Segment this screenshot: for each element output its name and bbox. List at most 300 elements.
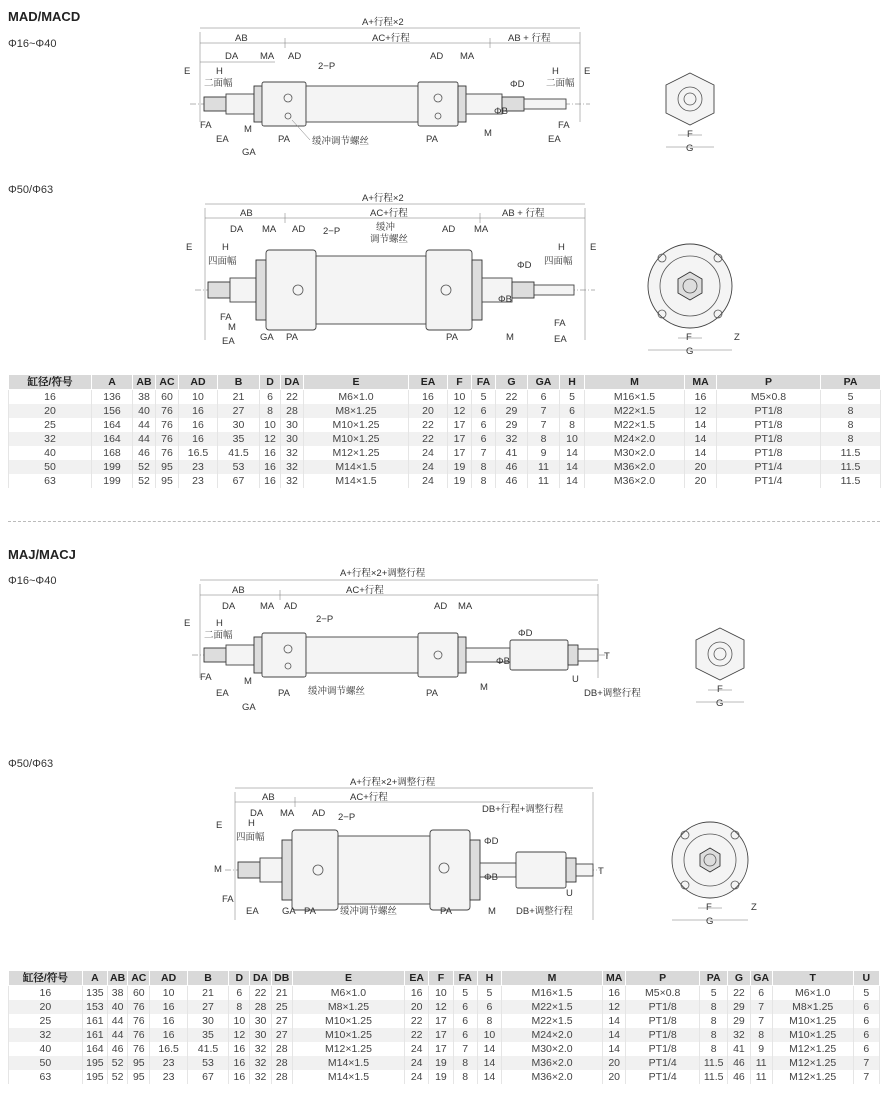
table-cell: M8×1.25 bbox=[772, 1000, 853, 1014]
table-cell: 14 bbox=[603, 1042, 626, 1056]
table-cell: 5 bbox=[853, 986, 879, 1001]
svg-text:A+行程×2: A+行程×2 bbox=[362, 193, 404, 204]
table-cell: 32 bbox=[281, 474, 304, 488]
table-cell: M10×1.25 bbox=[304, 432, 409, 446]
column-header: FA bbox=[472, 375, 496, 390]
svg-text:GA: GA bbox=[260, 332, 274, 343]
table-cell: 30 bbox=[281, 432, 304, 446]
table-cell: M36×2.0 bbox=[585, 474, 685, 488]
table-cell: 20 bbox=[603, 1070, 626, 1084]
table-cell: 8 bbox=[700, 1014, 728, 1028]
svg-text:H: H bbox=[552, 66, 559, 77]
table-cell: 76 bbox=[156, 404, 179, 418]
svg-text:M: M bbox=[506, 332, 514, 343]
svg-text:MA: MA bbox=[260, 601, 275, 612]
table-cell: 11.5 bbox=[700, 1070, 728, 1084]
table-row bbox=[9, 418, 881, 432]
table-cell: PT1/8 bbox=[717, 446, 821, 460]
table-cell: 41 bbox=[728, 1042, 750, 1056]
table-cell: 11 bbox=[528, 460, 560, 474]
svg-text:ΦD: ΦD bbox=[517, 260, 532, 271]
column-header: FA bbox=[453, 971, 477, 986]
table-cell: 19 bbox=[448, 474, 472, 488]
table-cell: 38 bbox=[133, 390, 156, 405]
table-cell: PT1/8 bbox=[626, 1028, 700, 1042]
table-cell: 32 bbox=[281, 460, 304, 474]
table-cell: 30 bbox=[250, 1028, 271, 1042]
label-fa: FA bbox=[200, 120, 212, 131]
label-flats: 二面幅 bbox=[204, 78, 233, 89]
table-row bbox=[9, 1070, 880, 1084]
bore-range-label-large: Φ50/Φ63 bbox=[8, 184, 54, 196]
table-cell: 8 bbox=[821, 418, 881, 432]
svg-text:缓冲调节螺丝: 缓冲调节螺丝 bbox=[308, 686, 366, 697]
label-e: E bbox=[184, 66, 191, 77]
svg-text:ΦD: ΦD bbox=[518, 628, 533, 639]
table-cell: 20 bbox=[9, 404, 92, 418]
svg-text:二面幅: 二面幅 bbox=[204, 630, 233, 641]
table-cell: M10×1.25 bbox=[772, 1014, 853, 1028]
table-cell: 6 bbox=[472, 432, 496, 446]
table-cell: 17 bbox=[429, 1028, 453, 1042]
table-cell: 14 bbox=[685, 446, 717, 460]
table-cell: M14×1.5 bbox=[292, 1056, 404, 1070]
dim-port: 2−P bbox=[318, 61, 336, 72]
table-cell: 12 bbox=[429, 1000, 453, 1014]
column-header: T bbox=[772, 971, 853, 986]
column-header: P bbox=[717, 375, 821, 390]
svg-text:T: T bbox=[598, 866, 604, 877]
table-cell: 6 bbox=[528, 390, 560, 405]
svg-text:DA: DA bbox=[230, 224, 244, 235]
table-cell: 19 bbox=[429, 1070, 453, 1084]
table-cell: 14 bbox=[685, 418, 717, 432]
table-cell: 95 bbox=[156, 460, 179, 474]
svg-text:MA: MA bbox=[262, 224, 277, 235]
svg-text:AD: AD bbox=[430, 51, 444, 62]
table-cell: 17 bbox=[429, 1042, 453, 1056]
svg-text:调节螺丝: 调节螺丝 bbox=[370, 234, 409, 245]
svg-text:GA: GA bbox=[282, 906, 296, 917]
table-cell: M6×1.0 bbox=[292, 986, 404, 1001]
table-cell: 14 bbox=[477, 1070, 501, 1084]
table-cell: 16.5 bbox=[179, 446, 218, 460]
table-cell: 11 bbox=[750, 1070, 772, 1084]
table-cell: 153 bbox=[82, 1000, 107, 1014]
dim-da: DA bbox=[225, 51, 239, 62]
table-cell: 16 bbox=[260, 446, 281, 460]
column-header: E bbox=[304, 375, 409, 390]
spec-table-maj bbox=[8, 970, 880, 1084]
table-cell: M22×1.5 bbox=[502, 1000, 603, 1014]
svg-text:A+行程×2+调整行程: A+行程×2+调整行程 bbox=[340, 568, 426, 579]
table-cell: 24 bbox=[405, 1056, 429, 1070]
table-cell: 23 bbox=[179, 460, 218, 474]
bore-range-label-2-large: Φ50/Φ63 bbox=[8, 758, 54, 770]
table-cell: 11.5 bbox=[700, 1056, 728, 1070]
table-cell: 35 bbox=[187, 1028, 228, 1042]
table-cell: 25 bbox=[9, 418, 92, 432]
column-header: AC bbox=[156, 375, 179, 390]
table-cell: 8 bbox=[229, 1000, 250, 1014]
table-cell: 16 bbox=[179, 404, 218, 418]
table-cell: 17 bbox=[448, 446, 472, 460]
column-header: H bbox=[560, 375, 585, 390]
table-cell: 8 bbox=[700, 1042, 728, 1056]
svg-text:E: E bbox=[216, 820, 223, 831]
table-cell: 95 bbox=[128, 1056, 150, 1070]
table-cell: 44 bbox=[133, 432, 156, 446]
table-cell: 28 bbox=[271, 1042, 292, 1056]
table-cell: 8 bbox=[700, 1000, 728, 1014]
svg-text:ΦB: ΦB bbox=[484, 872, 498, 883]
table-cell: 8 bbox=[560, 418, 585, 432]
table-cell: 46 bbox=[496, 474, 528, 488]
table-cell: PT1/8 bbox=[626, 1000, 700, 1014]
table-cell: 7 bbox=[528, 418, 560, 432]
table-cell: M12×1.25 bbox=[292, 1042, 404, 1056]
table-cell: 6 bbox=[229, 986, 250, 1001]
table-cell: PT1/4 bbox=[717, 460, 821, 474]
table-cell: M30×2.0 bbox=[502, 1042, 603, 1056]
column-header: PA bbox=[821, 375, 881, 390]
table-cell: 164 bbox=[92, 418, 133, 432]
column-header: D bbox=[260, 375, 281, 390]
table-cell: 10 bbox=[448, 390, 472, 405]
drawing-maj-large-bore bbox=[200, 772, 620, 932]
table-cell: PT1/8 bbox=[717, 418, 821, 432]
table-cell: 21 bbox=[271, 986, 292, 1001]
table-cell: 20 bbox=[405, 1000, 429, 1014]
table-cell: 32 bbox=[9, 1028, 83, 1042]
column-header: F bbox=[429, 971, 453, 986]
table-cell: 20 bbox=[685, 460, 717, 474]
column-header: H bbox=[477, 971, 501, 986]
table-cell: 14 bbox=[603, 1014, 626, 1028]
table-cell: M10×1.25 bbox=[292, 1028, 404, 1042]
table-cell: 44 bbox=[108, 1028, 128, 1042]
table-cell: 14 bbox=[685, 432, 717, 446]
table-cell: 6 bbox=[853, 1000, 879, 1014]
table-cell: 46 bbox=[496, 460, 528, 474]
table-cell: 32 bbox=[281, 446, 304, 460]
table-cell: 16 bbox=[260, 460, 281, 474]
table-cell: 7 bbox=[453, 1042, 477, 1056]
table-cell: 30 bbox=[281, 418, 304, 432]
table-cell: M16×1.5 bbox=[502, 986, 603, 1001]
svg-text:AD: AD bbox=[442, 224, 456, 235]
table-cell: 16 bbox=[229, 1070, 250, 1084]
table-cell: 7 bbox=[853, 1070, 879, 1084]
table-cell: 22 bbox=[405, 1014, 429, 1028]
label-m: M bbox=[244, 124, 252, 135]
table-cell: 22 bbox=[281, 390, 304, 405]
svg-text:DB+调整行程: DB+调整行程 bbox=[516, 906, 573, 917]
table-cell: 164 bbox=[92, 432, 133, 446]
table-cell: 6 bbox=[477, 1000, 501, 1014]
table-cell: 32 bbox=[250, 1070, 271, 1084]
table-cell: 14 bbox=[603, 1028, 626, 1042]
table-cell: 29 bbox=[728, 1014, 750, 1028]
section-title-maj-macj: MAJ/MACJ bbox=[8, 547, 76, 562]
table-cell: 46 bbox=[108, 1042, 128, 1056]
table-cell: PT1/8 bbox=[626, 1014, 700, 1028]
table-cell: PT1/4 bbox=[626, 1070, 700, 1084]
table-cell: 23 bbox=[150, 1056, 187, 1070]
table-cell: M22×1.5 bbox=[502, 1014, 603, 1028]
table-cell: 9 bbox=[528, 446, 560, 460]
svg-text:DB+行程+调整行程: DB+行程+调整行程 bbox=[482, 804, 564, 815]
table-cell: 10 bbox=[260, 418, 281, 432]
label-cushion: 缓冲调节螺丝 bbox=[312, 136, 370, 147]
table-cell: 27 bbox=[271, 1014, 292, 1028]
table-row bbox=[9, 986, 880, 1001]
column-header: P bbox=[626, 971, 700, 986]
svg-text:M: M bbox=[214, 864, 222, 875]
svg-text:ΦD: ΦD bbox=[484, 836, 499, 847]
table-cell: 76 bbox=[128, 1014, 150, 1028]
table-cell: 14 bbox=[477, 1056, 501, 1070]
table-cell: 11.5 bbox=[821, 446, 881, 460]
table-cell: PT1/4 bbox=[717, 474, 821, 488]
svg-text:EA: EA bbox=[216, 688, 229, 699]
table-cell: 136 bbox=[92, 390, 133, 405]
table-cell: 32 bbox=[9, 432, 92, 446]
column-header: DA bbox=[250, 971, 271, 986]
table-cell: 24 bbox=[405, 1042, 429, 1056]
dim-ab-right: AB + 行程 bbox=[508, 33, 551, 44]
column-header: GA bbox=[750, 971, 772, 986]
table-cell: 50 bbox=[9, 1056, 83, 1070]
table-cell: 12 bbox=[260, 432, 281, 446]
table-cell: M12×1.25 bbox=[772, 1070, 853, 1084]
table-cell: 16 bbox=[150, 1014, 187, 1028]
table-cell: 10 bbox=[179, 390, 218, 405]
table-cell: 6 bbox=[853, 1028, 879, 1042]
table-cell: 53 bbox=[218, 460, 260, 474]
table-cell: 46 bbox=[133, 446, 156, 460]
column-header: G bbox=[728, 971, 750, 986]
table-cell: 7 bbox=[750, 1014, 772, 1028]
table-cell: 16 bbox=[9, 390, 92, 405]
table-cell: 12 bbox=[685, 404, 717, 418]
column-header: U bbox=[853, 971, 879, 986]
svg-text:四面幅: 四面幅 bbox=[208, 256, 237, 267]
table-cell: M12×1.25 bbox=[772, 1042, 853, 1056]
table-cell: 52 bbox=[108, 1056, 128, 1070]
table-cell: M36×2.0 bbox=[585, 460, 685, 474]
table-cell: 16 bbox=[685, 390, 717, 405]
table-cell: 46 bbox=[728, 1070, 750, 1084]
table-cell: 22 bbox=[409, 432, 448, 446]
label-ea: EA bbox=[216, 134, 229, 145]
svg-text:四面幅: 四面幅 bbox=[544, 256, 573, 267]
table-cell: 40 bbox=[108, 1000, 128, 1014]
table-cell: 195 bbox=[82, 1070, 107, 1084]
svg-text:G: G bbox=[686, 346, 694, 357]
svg-text:MA: MA bbox=[458, 601, 473, 612]
table-cell: 21 bbox=[187, 986, 228, 1001]
column-header: EA bbox=[405, 971, 429, 986]
table-cell: 20 bbox=[409, 404, 448, 418]
svg-text:AB: AB bbox=[240, 208, 253, 219]
table-cell: 156 bbox=[92, 404, 133, 418]
table-cell: M36×2.0 bbox=[502, 1070, 603, 1084]
table-cell: 38 bbox=[108, 986, 128, 1001]
svg-text:E: E bbox=[584, 66, 591, 77]
table-cell: 32 bbox=[250, 1042, 271, 1056]
table-cell: 29 bbox=[496, 418, 528, 432]
svg-text:AB + 行程: AB + 行程 bbox=[502, 208, 545, 219]
table-row bbox=[9, 1000, 880, 1014]
table-cell: 6 bbox=[853, 1014, 879, 1028]
table-cell: 76 bbox=[156, 446, 179, 460]
table-cell: 95 bbox=[156, 474, 179, 488]
column-header: E bbox=[292, 971, 404, 986]
label-pa: PA bbox=[278, 134, 290, 145]
svg-text:2−P: 2−P bbox=[316, 614, 334, 625]
table-cell: 19 bbox=[429, 1056, 453, 1070]
table-cell: 8 bbox=[821, 404, 881, 418]
table-cell: 12 bbox=[603, 1000, 626, 1014]
table-cell: 8 bbox=[472, 474, 496, 488]
table-cell: 29 bbox=[728, 1000, 750, 1014]
spec-table-mad bbox=[8, 374, 881, 488]
svg-text:GA: GA bbox=[242, 702, 256, 713]
table-cell: 7 bbox=[472, 446, 496, 460]
svg-text:AB: AB bbox=[262, 792, 275, 803]
svg-text:PA: PA bbox=[446, 332, 458, 343]
table-cell: 40 bbox=[9, 446, 92, 460]
table-cell: 60 bbox=[128, 986, 150, 1001]
end-view-mad-small bbox=[650, 65, 730, 165]
table-cell: 161 bbox=[82, 1028, 107, 1042]
table-cell: 12 bbox=[229, 1028, 250, 1042]
table-cell: 52 bbox=[133, 460, 156, 474]
table-cell: 60 bbox=[156, 390, 179, 405]
label-b: ΦB bbox=[494, 106, 508, 117]
table-cell: 7 bbox=[528, 404, 560, 418]
table-cell: 22 bbox=[405, 1028, 429, 1042]
table-cell: M36×2.0 bbox=[502, 1056, 603, 1070]
svg-text:PA: PA bbox=[426, 134, 438, 145]
svg-text:EA: EA bbox=[246, 906, 259, 917]
svg-text:E: E bbox=[184, 618, 191, 629]
svg-text:DA: DA bbox=[250, 808, 264, 819]
svg-text:缓冲调节螺丝: 缓冲调节螺丝 bbox=[340, 906, 398, 917]
svg-text:G: G bbox=[706, 916, 714, 927]
table-cell: 5 bbox=[821, 390, 881, 405]
table-cell: M14×1.5 bbox=[304, 460, 409, 474]
svg-text:H: H bbox=[558, 242, 565, 253]
table-row bbox=[9, 1028, 880, 1042]
dim-ab-left: AB bbox=[235, 33, 248, 44]
svg-text:MA: MA bbox=[280, 808, 295, 819]
table-cell: M14×1.5 bbox=[292, 1070, 404, 1084]
table-cell: 6 bbox=[472, 404, 496, 418]
svg-text:T: T bbox=[604, 651, 610, 662]
table-cell: 76 bbox=[128, 1042, 150, 1056]
svg-text:U: U bbox=[572, 674, 579, 685]
table-cell: 7 bbox=[750, 1000, 772, 1014]
svg-text:M: M bbox=[488, 906, 496, 917]
table-cell: M16×1.5 bbox=[585, 390, 685, 405]
table-cell: 16 bbox=[229, 1042, 250, 1056]
table-cell: 11 bbox=[528, 474, 560, 488]
svg-text:H: H bbox=[248, 818, 255, 829]
table-row bbox=[9, 432, 881, 446]
svg-text:ΦB: ΦB bbox=[496, 656, 510, 667]
dim-overall: A+行程×2 bbox=[362, 17, 404, 28]
svg-text:EA: EA bbox=[222, 336, 235, 347]
svg-text:Z: Z bbox=[751, 902, 757, 913]
table-cell: 46 bbox=[728, 1056, 750, 1070]
table-cell: 22 bbox=[250, 986, 271, 1001]
table-cell: 28 bbox=[281, 404, 304, 418]
table-cell: 16 bbox=[229, 1056, 250, 1070]
table-row bbox=[9, 390, 881, 405]
table-cell: 27 bbox=[271, 1028, 292, 1042]
column-header: F bbox=[448, 375, 472, 390]
table-cell: 10 bbox=[560, 432, 585, 446]
table-cell: 23 bbox=[179, 474, 218, 488]
table-cell: 50 bbox=[9, 460, 92, 474]
svg-text:AC+行程: AC+行程 bbox=[370, 208, 408, 219]
table-cell: 14 bbox=[560, 474, 585, 488]
column-header: PA bbox=[700, 971, 728, 986]
table-cell: M12×1.25 bbox=[304, 446, 409, 460]
table-cell: 76 bbox=[156, 432, 179, 446]
column-header: MA bbox=[685, 375, 717, 390]
table-cell: PT1/8 bbox=[717, 432, 821, 446]
svg-text:DA: DA bbox=[222, 601, 236, 612]
column-header: AD bbox=[179, 375, 218, 390]
dim-ac: AC+行程 bbox=[372, 33, 410, 44]
label-h: H bbox=[216, 66, 223, 77]
table-cell: 5 bbox=[560, 390, 585, 405]
table-row bbox=[9, 1042, 880, 1056]
svg-text:AC+行程: AC+行程 bbox=[346, 585, 384, 596]
svg-text:H: H bbox=[216, 618, 223, 629]
table-cell: 8 bbox=[528, 432, 560, 446]
column-header: AD bbox=[150, 971, 187, 986]
svg-text:M: M bbox=[484, 128, 492, 139]
table-cell: 22 bbox=[496, 390, 528, 405]
svg-text:FA: FA bbox=[220, 312, 232, 323]
svg-text:四面幅: 四面幅 bbox=[236, 832, 265, 843]
column-header: DB bbox=[271, 971, 292, 986]
label-f: F bbox=[687, 129, 693, 140]
table-cell: 63 bbox=[9, 1070, 83, 1084]
column-header: M bbox=[502, 971, 603, 986]
table-row bbox=[9, 404, 881, 418]
table-cell: 76 bbox=[156, 418, 179, 432]
table-cell: 195 bbox=[82, 1056, 107, 1070]
table-cell: 6 bbox=[260, 390, 281, 405]
table-cell: M10×1.25 bbox=[304, 418, 409, 432]
svg-text:AD: AD bbox=[312, 808, 326, 819]
end-view-maj-large bbox=[655, 810, 765, 930]
table-cell: M5×0.8 bbox=[717, 390, 821, 405]
table-cell: 32 bbox=[496, 432, 528, 446]
table-cell: 8 bbox=[472, 460, 496, 474]
table-cell: 17 bbox=[448, 432, 472, 446]
label-ga: GA bbox=[242, 147, 256, 158]
table-cell: 16 bbox=[603, 986, 626, 1001]
table-cell: 41.5 bbox=[187, 1042, 228, 1056]
svg-text:M: M bbox=[244, 676, 252, 687]
table-cell: 14 bbox=[477, 1042, 501, 1056]
